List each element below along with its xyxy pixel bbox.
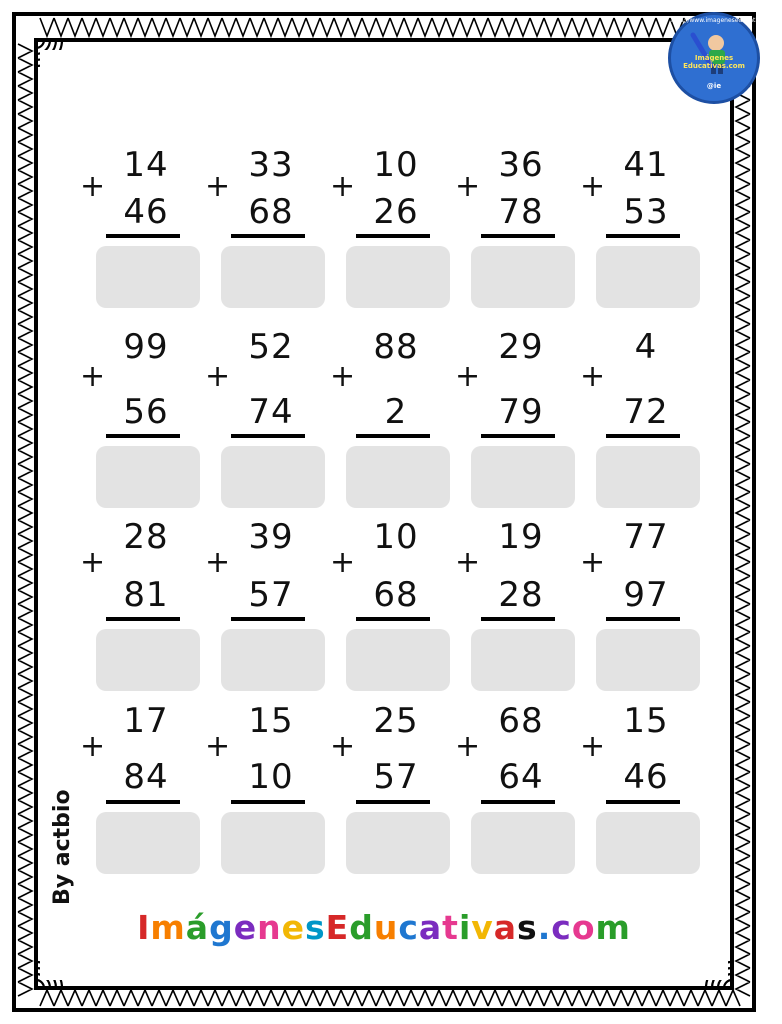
sum-line: [356, 800, 430, 804]
site-logo: [668, 12, 782, 104]
sum-line: [481, 434, 555, 438]
plus-sign: +: [205, 359, 231, 394]
addend-bottom: 56: [123, 392, 169, 432]
answer-box[interactable]: [471, 446, 575, 508]
addend-bottom: 46: [623, 757, 669, 797]
logo-url-text: http://www.imageneseducativas.com: [671, 17, 782, 24]
addend-top: 33: [248, 145, 294, 185]
addend-bottom: 10: [248, 757, 294, 797]
plus-sign: +: [330, 729, 356, 764]
addend-bottom: 57: [248, 575, 294, 615]
answer-box[interactable]: [221, 246, 325, 308]
addend-top: 52: [248, 327, 294, 367]
addend-bottom: 78: [498, 192, 544, 232]
plus-sign: +: [330, 359, 356, 394]
answer-box[interactable]: [96, 446, 200, 508]
answer-box[interactable]: [596, 246, 700, 308]
sum-line: [231, 434, 305, 438]
answer-box[interactable]: [596, 446, 700, 508]
sum-line: [606, 800, 680, 804]
author-credit: By actbio: [50, 789, 75, 905]
logo-handle-text: @ie: [706, 82, 722, 90]
addend-top: 14: [123, 145, 169, 185]
answer-box[interactable]: [221, 629, 325, 691]
plus-sign: +: [80, 359, 106, 394]
answer-box[interactable]: [96, 812, 200, 874]
addend-bottom: 68: [373, 575, 419, 615]
brand-wordmark: [0, 908, 768, 947]
addend-bottom: 46: [123, 192, 169, 232]
answer-box[interactable]: [346, 629, 450, 691]
answer-box[interactable]: [96, 629, 200, 691]
answer-box[interactable]: [471, 629, 575, 691]
addend-top: 99: [123, 327, 169, 367]
addend-bottom: 53: [623, 192, 669, 232]
plus-sign: +: [580, 545, 606, 580]
plus-sign: +: [455, 359, 481, 394]
addend-top: 15: [623, 701, 669, 741]
addend-bottom: 26: [373, 192, 419, 232]
addend-top: 15: [248, 701, 294, 741]
plus-sign: +: [205, 169, 231, 204]
sum-line: [106, 234, 180, 238]
answer-box[interactable]: [346, 446, 450, 508]
sum-line: [481, 617, 555, 621]
addend-top: 77: [623, 517, 669, 557]
addend-bottom: 28: [498, 575, 544, 615]
plus-sign: +: [580, 359, 606, 394]
answer-box[interactable]: [596, 629, 700, 691]
addend-top: 88: [373, 327, 419, 367]
answer-box[interactable]: [471, 812, 575, 874]
logo-name-text: Imágenes Educativas.com: [683, 54, 745, 70]
answer-box[interactable]: [96, 246, 200, 308]
addend-top: 25: [373, 701, 419, 741]
addend-top: 39: [248, 517, 294, 557]
sum-line: [481, 234, 555, 238]
addend-bottom: 81: [123, 575, 169, 615]
addend-bottom: 97: [623, 575, 669, 615]
addend-top: 4: [634, 327, 658, 367]
sum-line: [606, 434, 680, 438]
sum-line: [356, 434, 430, 438]
addend-top: 10: [373, 145, 419, 185]
sum-line: [481, 800, 555, 804]
answer-box[interactable]: [346, 246, 450, 308]
addend-bottom: 68: [248, 192, 294, 232]
addend-top: 29: [498, 327, 544, 367]
answer-box[interactable]: [596, 812, 700, 874]
plus-sign: +: [80, 545, 106, 580]
addend-bottom: 2: [384, 392, 408, 432]
addend-top: 17: [123, 701, 169, 741]
sum-line: [231, 800, 305, 804]
addend-bottom: 74: [248, 392, 294, 432]
plus-sign: +: [205, 729, 231, 764]
addend-top: 41: [623, 145, 669, 185]
sum-line: [106, 434, 180, 438]
addend-top: 19: [498, 517, 544, 557]
plus-sign: +: [580, 169, 606, 204]
plus-sign: +: [330, 169, 356, 204]
answer-box[interactable]: [221, 812, 325, 874]
addend-bottom: 72: [623, 392, 669, 432]
sum-line: [231, 617, 305, 621]
addend-top: 28: [123, 517, 169, 557]
sum-line: [106, 617, 180, 621]
plus-sign: +: [80, 169, 106, 204]
sum-line: [231, 234, 305, 238]
answer-box[interactable]: [471, 246, 575, 308]
sum-line: [106, 800, 180, 804]
sum-line: [356, 617, 430, 621]
addend-top: 36: [498, 145, 544, 185]
plus-sign: +: [455, 729, 481, 764]
plus-sign: +: [580, 729, 606, 764]
addend-top: 68: [498, 701, 544, 741]
addend-bottom: 84: [123, 757, 169, 797]
plus-sign: +: [330, 545, 356, 580]
plus-sign: +: [80, 729, 106, 764]
plus-sign: +: [455, 545, 481, 580]
addend-bottom: 64: [498, 757, 544, 797]
addend-bottom: 79: [498, 392, 544, 432]
brand-text: ImágenesEducativas.com: [137, 908, 631, 947]
plus-sign: +: [455, 169, 481, 204]
sum-line: [356, 234, 430, 238]
sum-line: [606, 234, 680, 238]
answer-box[interactable]: [221, 446, 325, 508]
plus-sign: +: [205, 545, 231, 580]
answer-box[interactable]: [346, 812, 450, 874]
addend-top: 10: [373, 517, 419, 557]
addend-bottom: 57: [373, 757, 419, 797]
sum-line: [606, 617, 680, 621]
